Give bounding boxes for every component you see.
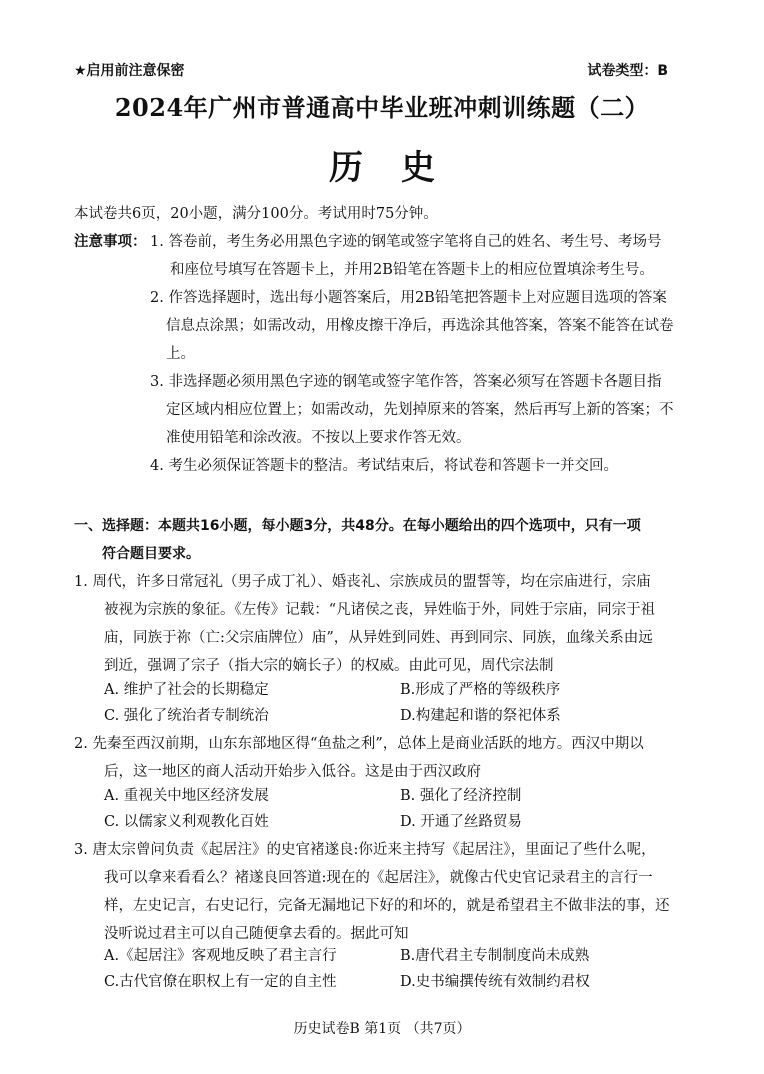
section-heading-line-2: 符合题目要求。 [102,546,200,562]
q2-option-d: D. 开通了丝路贸易 [400,814,522,830]
note-2-line-2: 信息点涂黑；如需改动，用橡皮擦干净后，再选涂其他答案，答案不能答在试卷 [166,318,674,334]
q2-option-b: B. 强化了经济控制 [400,788,522,804]
exam-title: 2024年广州市普通高中毕业班冲刺训练题（二） [114,93,650,122]
confidential-note: ★启用前注意保密 [74,63,185,79]
q2-line-2: 后，这一地区的商人活动开始步入低谷。这是由于西汉政府 [104,764,481,780]
q1-line-1: 1. 周代，许多日常冠礼（男子成丁礼）、婚丧礼、宗族成员的盟誓等，均在宗庙进行，宗庙 [74,574,651,590]
q2-option-c: C. 以儒家义利观教化百姓 [104,814,269,830]
q1-option-b: B.形成了严格的等级秩序 [400,682,561,698]
q1-option-a: A. 维护了社会的长期稳定 [104,682,269,698]
note-2-line-3: 上。 [166,346,195,362]
q2-line-1: 2. 先秦至西汉前期，山东东部地区得“鱼盐之利”，总体上是商业活跃的地方。西汉中期以 [74,736,644,752]
q1-option-d: D.构建起和谐的祭祀体系 [400,708,561,724]
note-3-line-2: 定区域内相应位置上；如需改动，先划掉原来的答案，然后再写上新的答案；不 [166,402,674,418]
section-heading-line-1: 一、选择题：本题共16小题，每小题3分，共48分。在每小题给出的四个选项中，只有一项 [74,518,641,534]
note-3-line-3: 准使用铅笔和涂改液。不按以上要求作答无效。 [166,430,471,446]
q3-line-4: 没听说过君主可以自己随便拿去看的。据此可知 [104,926,409,942]
q3-line-1: 3. 唐太宗曾问负责《起居注》的史官褚遂良:你近来主持写《起居注》，里面记了些什么呢， [74,842,656,858]
q1-line-3: 庙，同族于祢（亡:父宗庙牌位）庙”，从异姓到同姓、再到同宗、同族，血缘关系由远 [104,630,653,646]
q3-option-d: D.史书编撰传统有效制约君权 [400,974,590,990]
q3-option-c: C.古代官僚在职权上有一定的自主性 [104,974,337,990]
q3-line-2: 我可以拿来看看么？褚遂良回答道:现在的《起居注》，就像古代史官记录君主的言行一 [104,870,653,886]
q1-line-2: 被视为宗族的象征。《左传》记载：“凡诸侯之丧，异姓临于外，同姓于宗庙，同宗于祖 [104,602,656,618]
q2-option-a: A. 重视关中地区经济发展 [104,788,269,804]
notes-label: 注意事项： [74,234,147,250]
q1-line-4: 到近，强调了宗子（指大宗的嫡长子）的权威。由此可见，周代宗法制 [104,658,554,674]
q3-option-a: A.《起居注》客观地反映了君主言行 [104,948,337,964]
page-footer: 历史试卷B 第1页 （共7页） [293,1021,471,1037]
intro-text: 本试卷共6页，20小题，满分100分。考试用时75分钟。 [74,206,438,222]
note-4-line-1: 4. 考生必须保证答题卡的整洁。考试结束后，将试卷和答题卡一并交回。 [150,458,618,474]
subject-title: 历史 [329,148,473,188]
q3-option-b: B.唐代君主专制制度尚未成熟 [400,948,590,964]
note-1-line-1: 1. 答卷前，考生务必用黑色字迹的钢笔或签字笔将自己的姓名、考生号、考场号 [150,234,662,250]
q1-option-c: C. 强化了统治者专制统治 [104,708,269,724]
note-2-line-1: 2. 作答选择题时，选出每小题答案后，用2B铅笔把答题卡上对应题目选项的答案 [150,290,667,306]
note-3-line-1: 3. 非选择题必须用黑色字迹的钢笔或签字笔作答，答案必须写在答题卡各题目指 [150,374,662,390]
note-1-line-2: 和座位号填写在答题卡上，并用2B铅笔在答题卡上的相应位置填涂考生号。 [170,262,654,278]
q3-line-3: 样，左史记言，右史记行，完备无漏地记下好的和坏的，就是希望君主不做非法的事，还 [104,898,670,914]
paper-type: 试卷类型：B [587,63,668,79]
